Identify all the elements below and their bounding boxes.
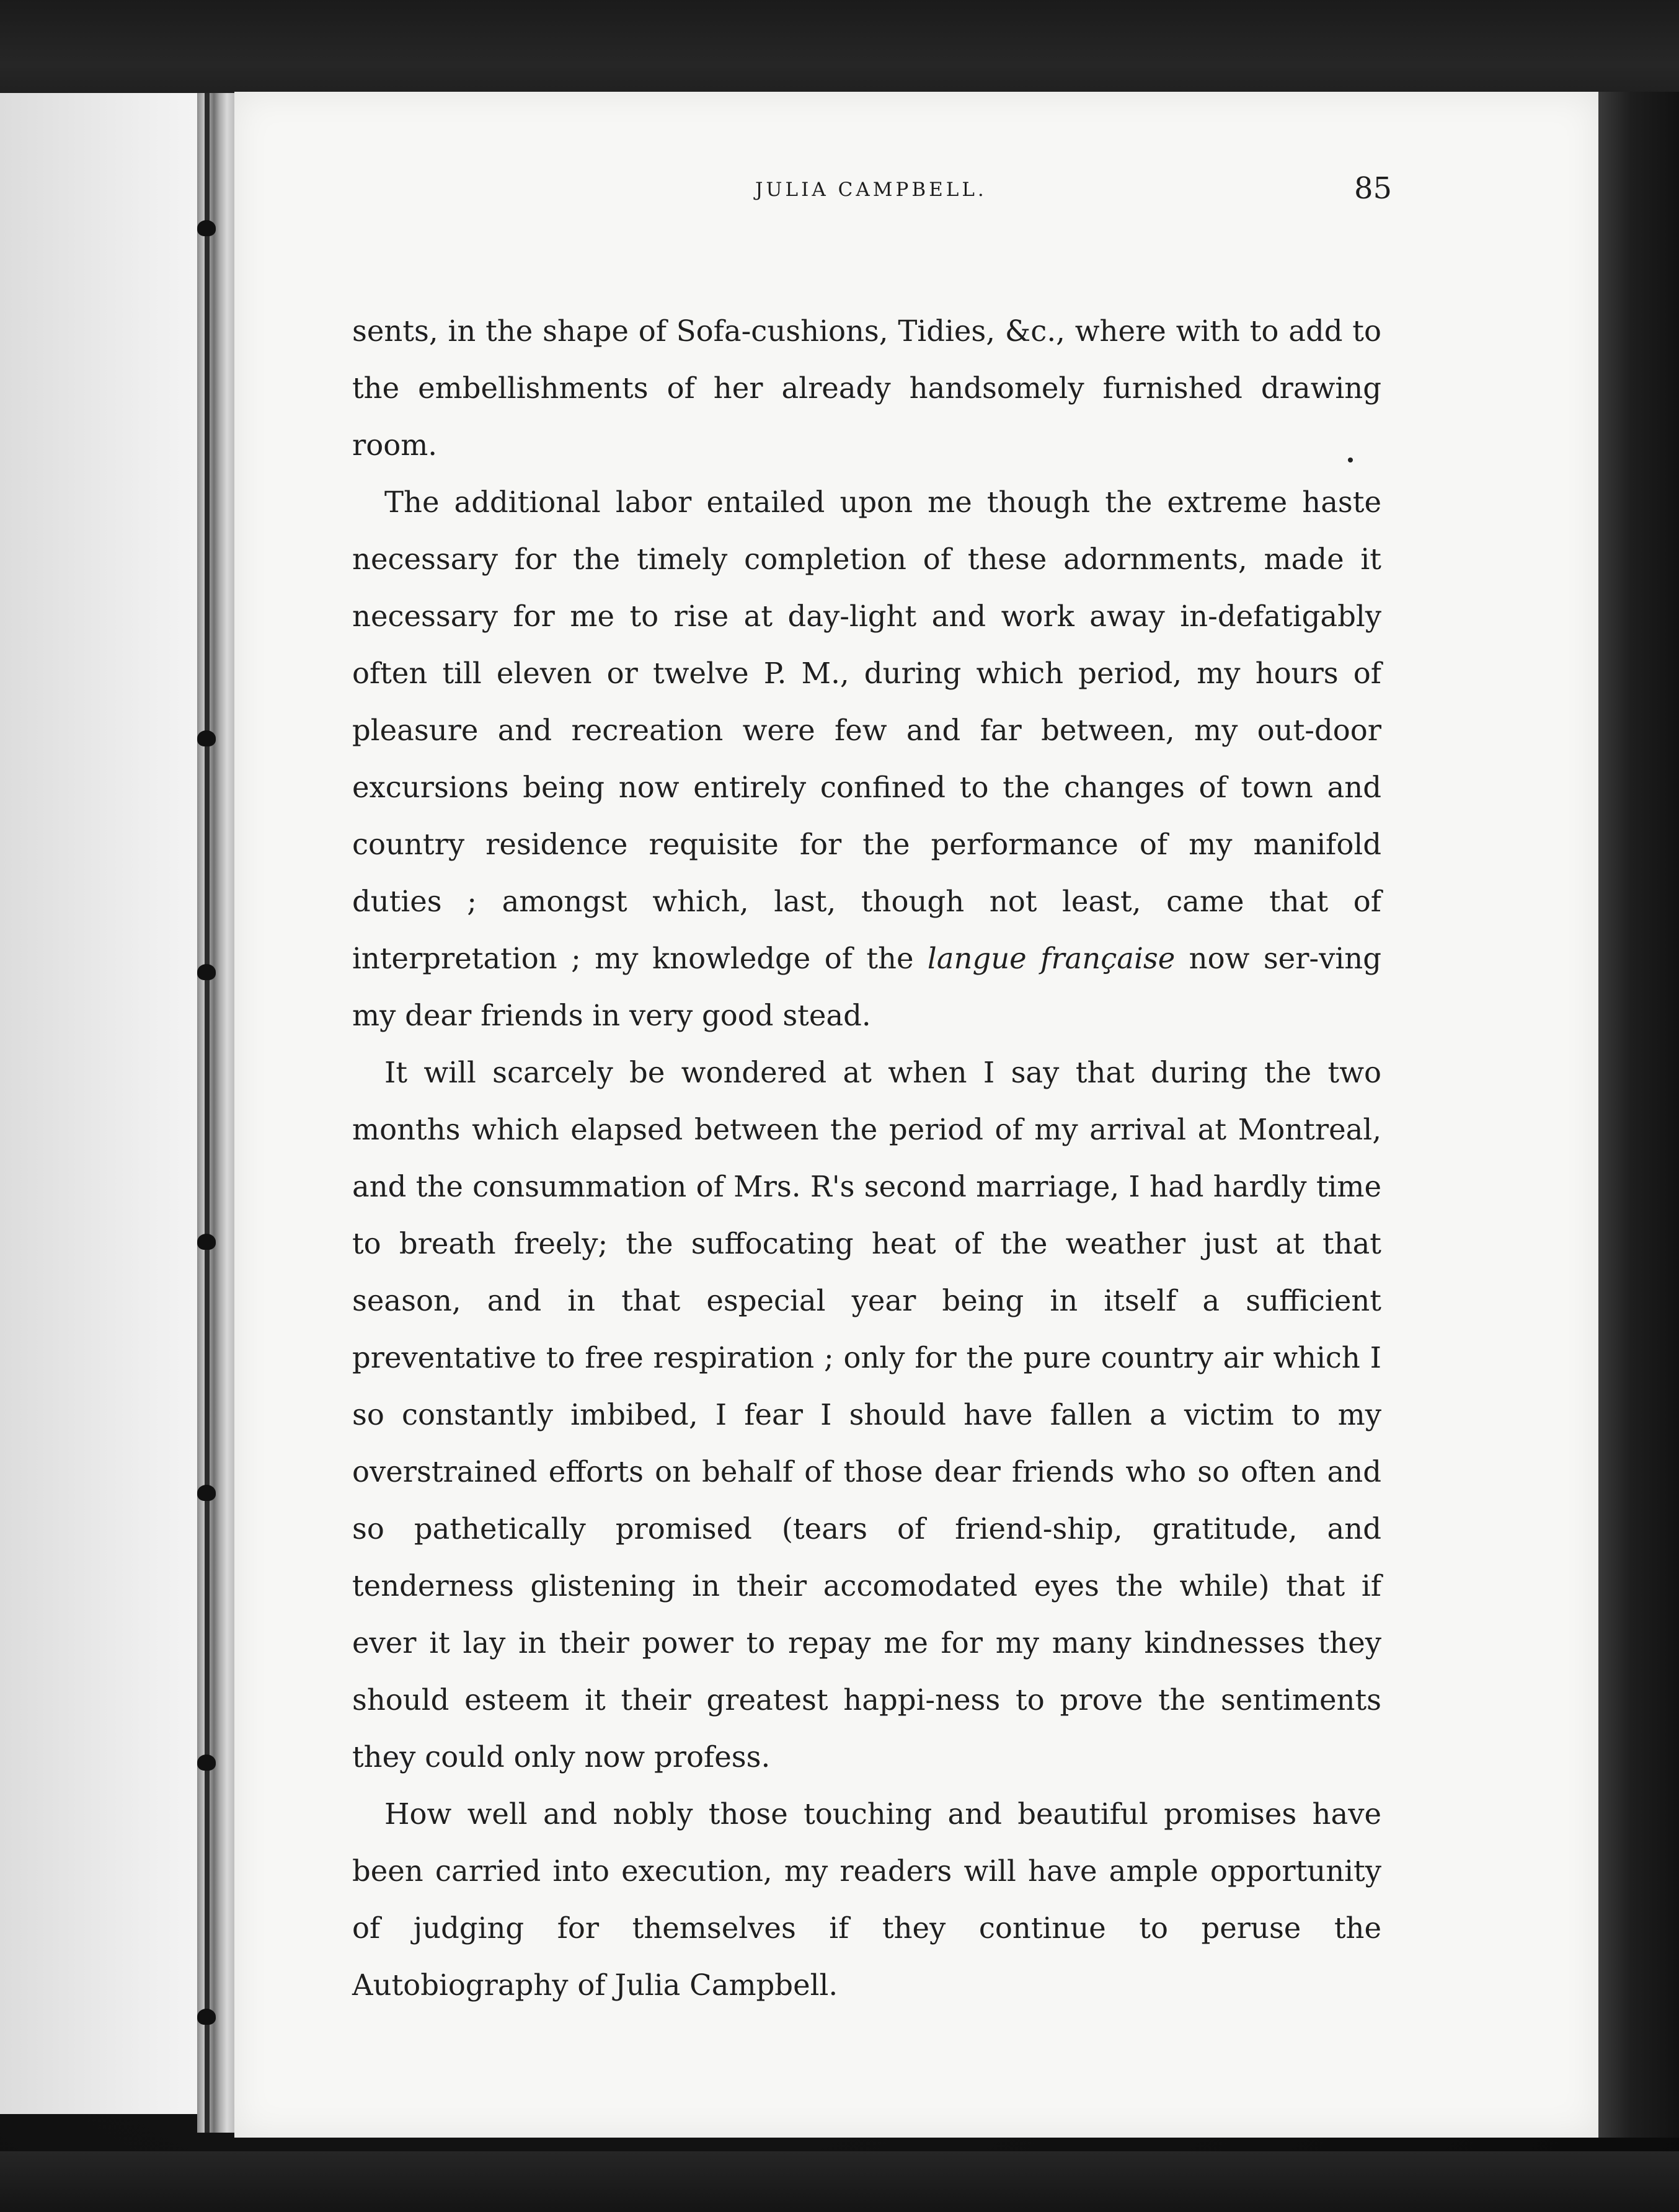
paragraph-text: now ser-ving my dear friends in very good stead. bbox=[352, 942, 1381, 1032]
binding-gutter-line bbox=[205, 93, 210, 2133]
paragraph-4 bbox=[352, 1785, 1381, 2014]
page-number: 85 bbox=[1354, 171, 1393, 206]
left-page-edge bbox=[0, 93, 205, 2114]
page-body bbox=[352, 303, 1381, 2014]
paragraph-3 bbox=[352, 1044, 1381, 1785]
print-speck bbox=[1348, 458, 1353, 462]
book-page bbox=[234, 92, 1598, 2138]
paragraph-1 bbox=[352, 303, 1381, 474]
paragraph-text: sents, in the shape of Sofa-cushions, Tidies, &c., where with to add to the embellishments of her already handsomely furnished drawing room. bbox=[352, 314, 1381, 462]
film-border-bottom bbox=[0, 2151, 1679, 2212]
binding-stitch bbox=[197, 730, 216, 746]
book-binding bbox=[197, 93, 234, 2133]
italic-phrase: langue française bbox=[927, 942, 1176, 975]
binding-stitch bbox=[197, 220, 216, 236]
paragraph-text: It will scarcely be wondered at when I say that during the two months which elapsed between the period of my arrival at Montreal, and the consummation of Mrs. R's second marriage, I had hardly time to breath freely; the suffocating heat of the weather just at that season, and in that especial year being in itself a sufficient preventative to free respiration ; only for the pure country air which I so constantly imbibed, I fear I should have fallen a victim to my overstrained efforts on behalf of those dear friends who so often and so pathetically promised (tears of friend-ship, gratitude, and tenderness glistening in their accomodated eyes the while) that if ever it lay in their power to repay me for my many kindnesses they should esteem it their greatest happi-ness to prove the sentiments they could only now profess. bbox=[352, 1056, 1381, 1774]
film-border-top bbox=[0, 0, 1679, 93]
running-title: JULIA CAMPBELL. bbox=[755, 179, 987, 201]
paragraph-2 bbox=[352, 474, 1381, 1044]
binding-stitch bbox=[197, 1485, 216, 1501]
right-page-shadow bbox=[1598, 92, 1679, 2138]
paragraph-text: The additional labor entailed upon me though the extreme haste necessary for the timely completion of these adornments, made it necessary for me to rise at day-light and work away in-defatigably often till eleven or twelve P. M., during which period, my hours of pleasure and recreation were few and far between, my out-door excursions being now entirely confined to the changes of town and country residence requisite for the performance of my manifold duties ; amongst which, last, though not least, came that of interpretation ; my knowledge of the bbox=[352, 485, 1381, 975]
binding-stitch bbox=[197, 1234, 216, 1250]
binding-stitch bbox=[197, 2009, 216, 2025]
binding-stitch bbox=[197, 964, 216, 980]
binding-stitch bbox=[197, 1754, 216, 1771]
paragraph-text: How well and nobly those touching and beautiful promises have been carried into execution, my readers will have ample opportunity of judging for themselves if they continue to peruse the Autobiography of Julia Campbell. bbox=[352, 1797, 1381, 2002]
